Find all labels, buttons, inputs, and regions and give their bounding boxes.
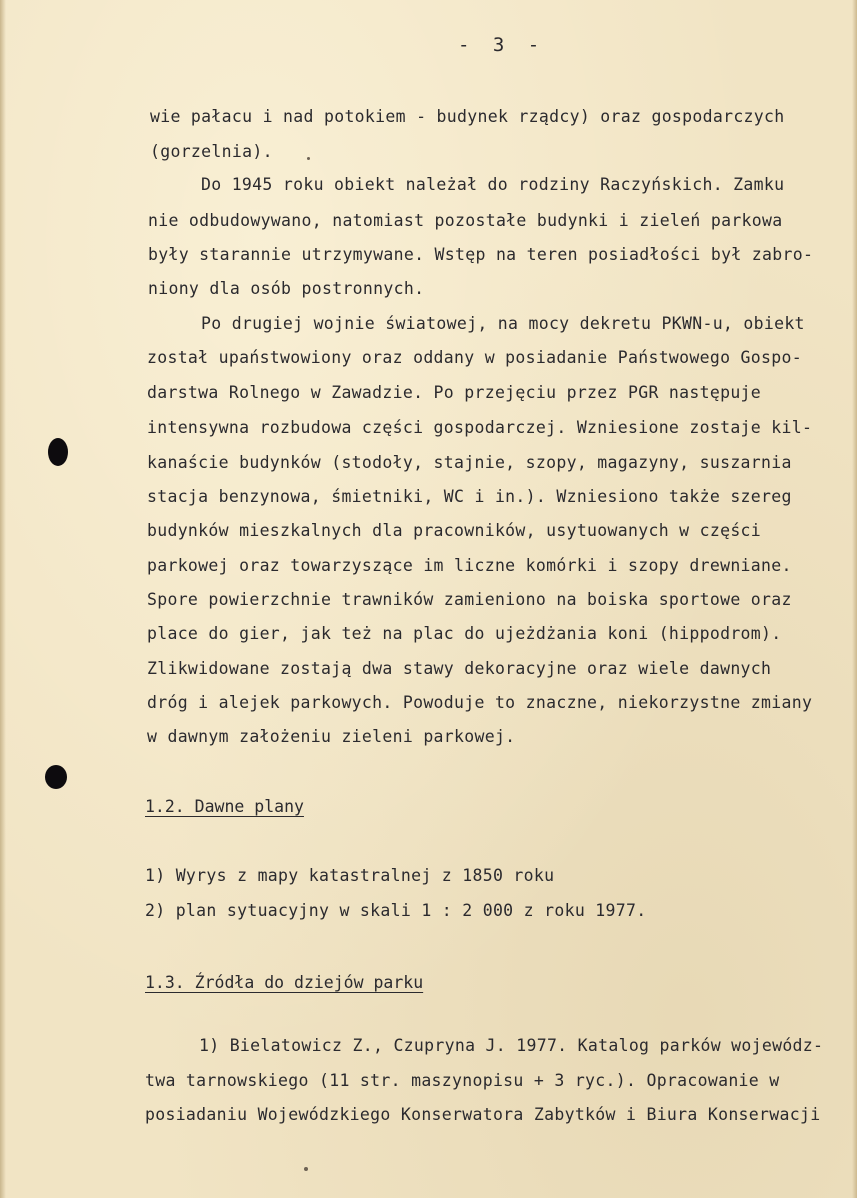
body-line: (gorzelnia). bbox=[150, 142, 273, 161]
paper-speck bbox=[307, 157, 310, 160]
body-line: wie pałacu i nad potokiem - budynek rządcy) oraz gospodarczych bbox=[150, 107, 785, 126]
body-line: place do gier, jak też na plac do ujeżdżania koni (hippodrom). bbox=[147, 624, 782, 643]
source-line: twa tarnowskiego (11 str. maszynopisu + 3 ryc.). Opracowanie w bbox=[145, 1071, 780, 1090]
body-line: dróg i alejek parkowych. Powoduje to znaczne, niekorzystne zmiany bbox=[147, 693, 813, 712]
body-line: parkowej oraz towarzyszące im liczne komórki i szopy drewniane. bbox=[147, 556, 792, 575]
source-line: posiadaniu Wojewódzkiego Konserwatora Zabytków i Biura Konserwacji bbox=[145, 1105, 821, 1124]
source-line: 1) Bielatowicz Z., Czupryna J. 1977. Katalog parków wojewódz- bbox=[199, 1036, 824, 1055]
plan-list-item: 2) plan sytuacyjny w skali 1 : 2 000 z roku 1977. bbox=[145, 901, 647, 920]
punch-hole-upper bbox=[48, 438, 68, 466]
body-line: budynków mieszkalnych dla pracowników, usytuowanych w części bbox=[147, 521, 762, 540]
body-line: darstwa Rolnego w Zawadzie. Po przejęciu przez PGR następuje bbox=[147, 383, 762, 402]
body-line: stacja benzynowa, śmietniki, WC i in.). Wzniesiono także szereg bbox=[147, 487, 792, 506]
body-line: intensywna rozbudowa części gospodarczej. Wzniesione zostaje kil- bbox=[147, 418, 813, 437]
body-line: nie odbudowywano, natomiast pozostałe budynki i zieleń parkowa bbox=[148, 211, 783, 230]
body-line: w dawnym założeniu zieleni parkowej. bbox=[147, 727, 516, 746]
body-line: Zlikwidowane zostają dwa stawy dekoracyjne oraz wiele dawnych bbox=[147, 659, 772, 678]
body-line: został upaństwowiony oraz oddany w posiadanie Państwowego Gospo- bbox=[147, 348, 802, 367]
plan-list-item: 1) Wyrys z mapy katastralnej z 1850 roku bbox=[145, 866, 555, 885]
paper-edge-right bbox=[852, 0, 857, 1198]
body-line: kanaście budynków (stodoły, stajnie, szopy, magazyny, suszarnia bbox=[147, 453, 792, 472]
body-line: Spore powierzchnie trawników zamieniono na boiska sportowe oraz bbox=[147, 590, 792, 609]
body-line: Do 1945 roku obiekt należał do rodziny Raczyńskich. Zamku bbox=[201, 175, 785, 194]
body-line: były starannie utrzymywane. Wstęp na teren posiadłości był zabro- bbox=[148, 245, 814, 264]
section-heading-sources: 1.3. Źródła do dziejów parku bbox=[145, 973, 424, 992]
page-number: - 3 - bbox=[458, 34, 546, 56]
paper-speck bbox=[304, 1167, 308, 1171]
body-line: niony dla osób postronnych. bbox=[148, 279, 425, 298]
body-line: Po drugiej wojnie światowej, na mocy dekretu PKWN-u, obiekt bbox=[201, 314, 805, 333]
paper-edge-left bbox=[0, 0, 6, 1198]
punch-hole-lower bbox=[45, 765, 67, 789]
section-heading-old-plans: 1.2. Dawne plany bbox=[145, 797, 304, 816]
